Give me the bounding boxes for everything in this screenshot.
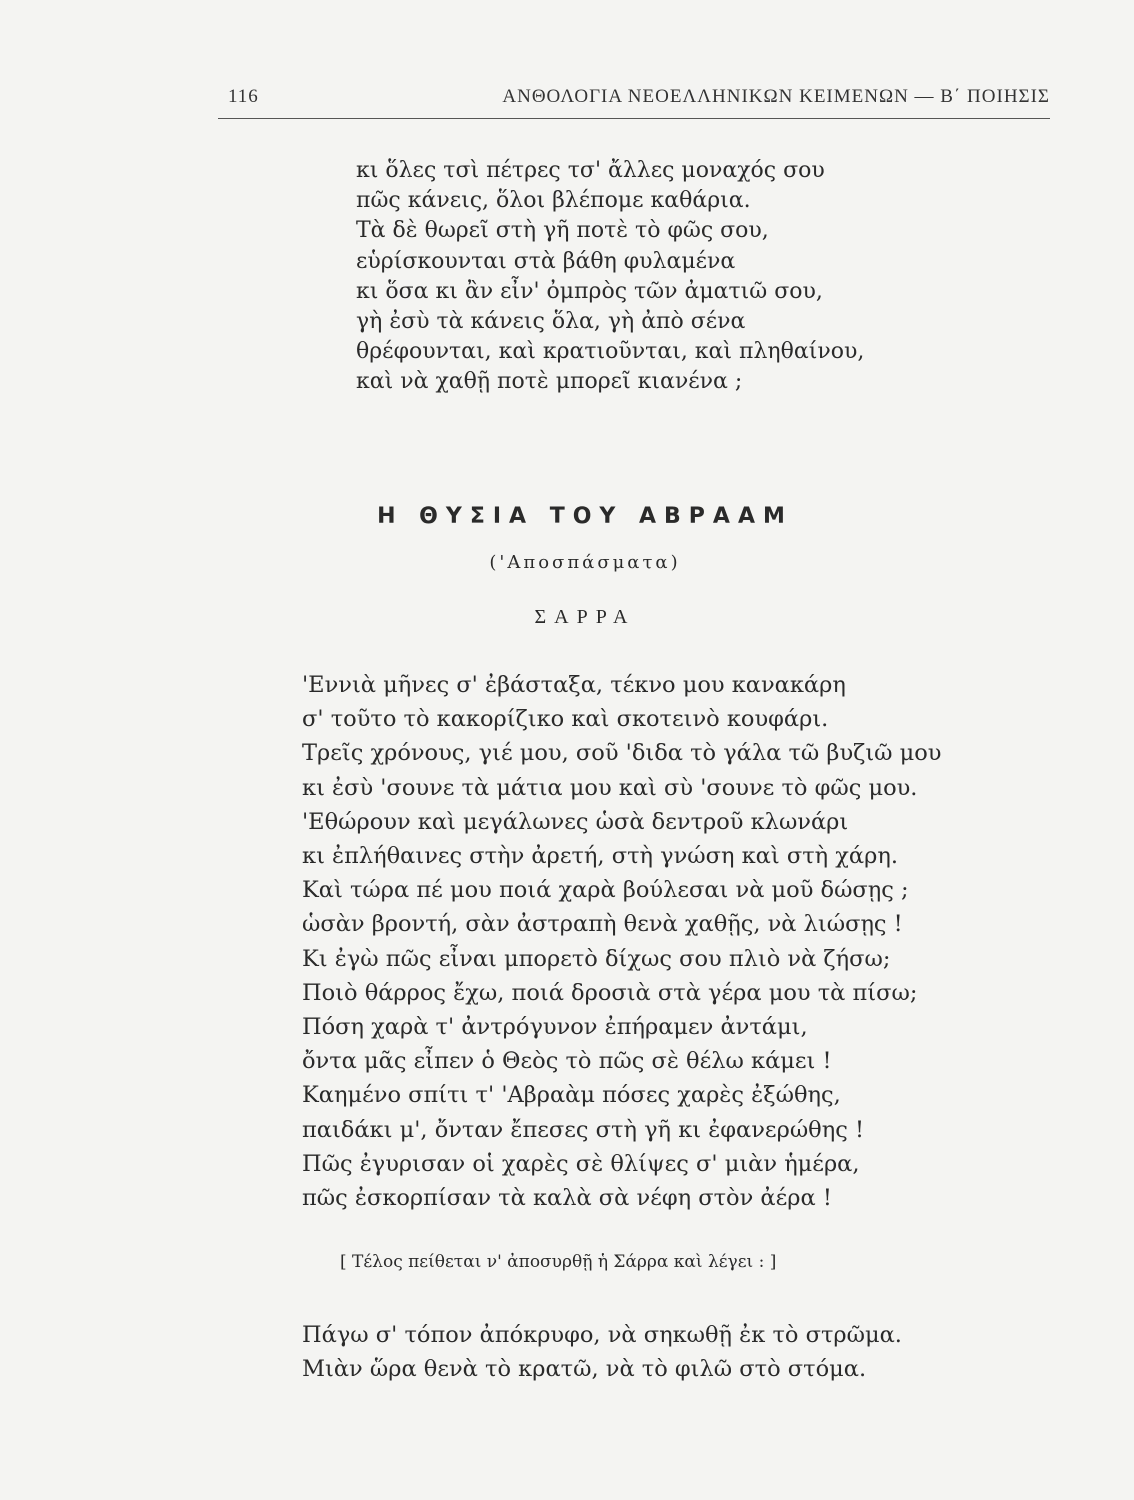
verse-line: Ποιὸ θάρρος ἔχω, ποιά δροσιὰ στὰ γέρα μου τὰ πίσω; [302,979,918,1006]
verse-line: ὄντα μᾶς εἶπεν ὁ Θεὸς τὸ πῶς σὲ θέλω κάμει ! [302,1048,832,1075]
verse-line: Καὶ τώρα πέ μου ποιά χαρὰ βούλεσαι νὰ μοῦ δώσῃς ; [302,877,909,904]
verse-line: πῶς ἐσκορπίσαν τὰ καλὰ σὰ νέφη στὸν ἀέρα ! [302,1185,832,1212]
verse-line: πῶς κάνεις, ὅλοι βλέπομε καθάρια. [356,188,751,214]
verse-line: Κι ἐγὼ πῶς εἶναι μπορετὸ δίχως σου πλιὸ νὰ ζήσω; [302,945,891,972]
verse-line: Τὰ δὲ θωρεῖ στὴ γῆ ποτὲ τὸ φῶς σου, [356,218,769,244]
running-title: ΑΝΘΟΛΟΓΙΑ ΝΕΟΕΛΛΗΝΙΚΩΝ ΚΕΙΜΕΝΩΝ — Β΄ ΠΟΙΗΣΙΣ [502,86,1050,107]
page-number: 116 [228,86,259,107]
verse-line: Πῶς ἐγυρισαν οἱ χαρὲς σὲ θλίψες σ' μιὰν ἡμέρα, [302,1150,860,1177]
verse-line: 'Εθώρουν καὶ μεγάλωνες ὡσὰ δεντροῦ κλωνάρι [302,808,849,835]
verse-line: καὶ νὰ χαθῇ ποτὲ μπορεῖ κιανένα ; [356,369,743,395]
verse-line: εὑρίσκουνται στὰ βάθη φυλαμένα [356,248,736,274]
verse-line: ὡσὰν βροντή, σὰν ἀστραπὴ θενὰ χαθῇς, νὰ λιώσῃς ! [302,911,903,938]
verse-line: σ' τοῦτο τὸ κακορίζικο καὶ σκοτεινὸ κουφάρι. [302,706,829,733]
stanza-previous-poem [356,156,864,398]
verse-line: κι ἐσὺ 'σουνε τὰ μάτια μου καὶ σὺ 'σουνε τὸ φῶς μου. [302,774,918,801]
verse-line: 'Εννιὰ μῆνες σ' ἐβάσταξα, τέκνο μου κανακάρη [302,672,846,698]
poem-subtitle: ('Αποσπάσματα) [489,552,681,573]
verse-line: Καημένο σπίτι τ' 'Αβραὰμ πόσες χαρὲς ἐξώθης, [302,1082,841,1109]
verse-line: κι ὅλες τσὶ πέτρες τσ' ἄλλες μοναχός σου [356,158,825,183]
verse-line: γὴ ἐσὺ τὰ κάνεις ὅλα, γὴ ἀπὸ σένα [356,309,746,335]
header-rule [218,118,1050,119]
verse-line: κι ὅσα κι ἂν εἶν' ὀμπρὸς τῶν ἀματιῶ σου, [356,278,823,304]
verse-line: κι ἐπλήθαινες στὴν ἀρετή, στὴ γνώση καὶ στὴ χάρη. [302,843,898,870]
poem-title: Η ΘΥΣΙΑ ΤΟΥ ΑΒΡΑΑΜ [377,504,793,529]
stage-direction: [ Τέλος πείθεται ν' ἀποσυρθῇ ἡ Σάρρα καὶ λέγει : ] [340,1252,777,1272]
verse-line: θρέφουνται, καὶ κρατιοῦνται, καὶ πληθαίνου, [356,339,865,365]
speaker-name: ΣΑΡΡΑ [534,606,636,628]
stanza-sarra-lament [302,668,941,1215]
running-header [228,86,1050,116]
verse-line: Μιὰν ὥρα θενὰ τὸ κρατῶ, νὰ τὸ φιλῶ στὸ στόμα. [302,1356,867,1382]
stanza-closing [302,1318,902,1386]
verse-line: παιδάκι μ', ὄνταν ἔπεσες στὴ γῆ κι ἐφανερώθης ! [302,1116,864,1143]
verse-line: Τρεῖς χρόνους, γιέ μου, σοῦ 'διδα τὸ γάλα τῶ βυζιῶ μου [302,740,942,767]
verse-line: Πόση χαρὰ τ' ἀντρόγυνον ἐπήραμεν ἀντάμι, [302,1014,808,1041]
verse-line: Πάγω σ' τόπον ἀπόκρυφο, νὰ σηκωθῇ ἐκ τὸ στρῶμα. [302,1322,902,1348]
